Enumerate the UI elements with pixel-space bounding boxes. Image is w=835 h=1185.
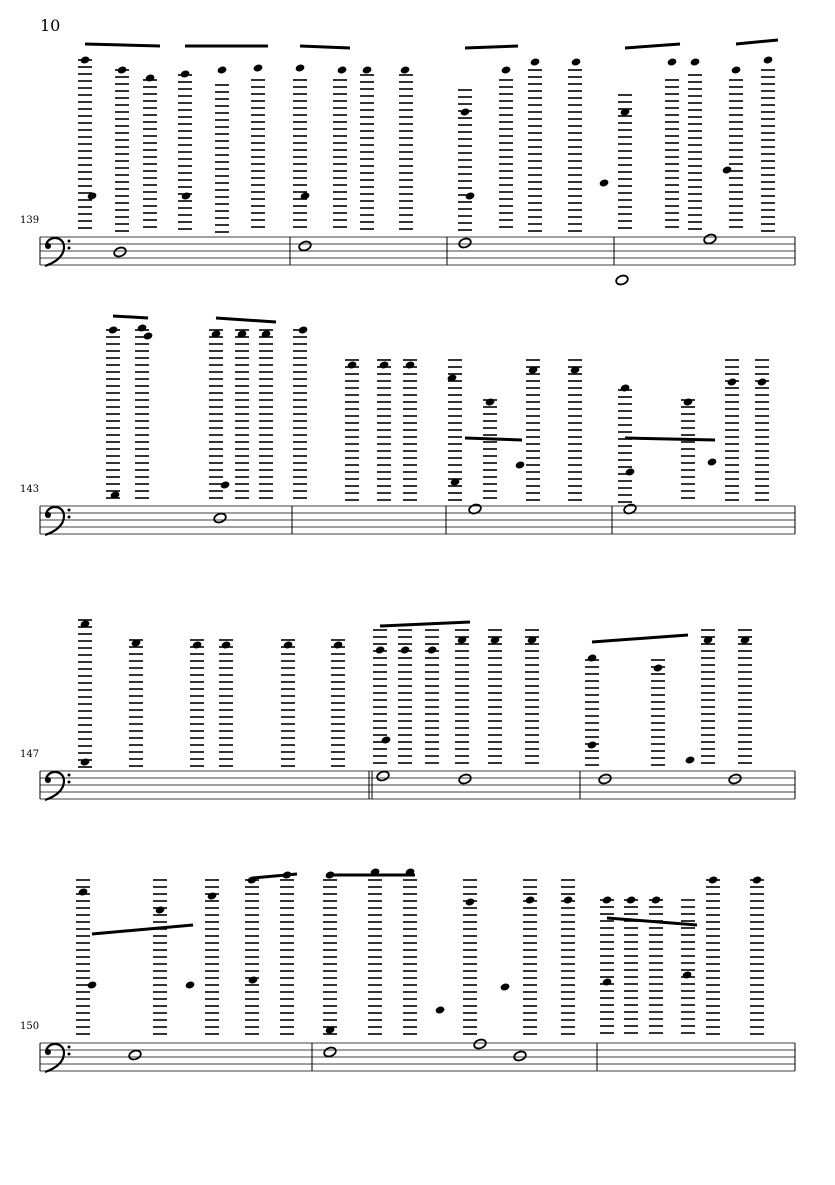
notehead — [145, 73, 156, 82]
notehead — [485, 397, 496, 406]
ledger-column — [618, 390, 632, 502]
notehead — [587, 653, 598, 662]
notehead — [405, 360, 416, 369]
ledger-column — [585, 660, 599, 765]
ledger-column — [78, 620, 92, 767]
notehead — [752, 875, 763, 884]
beam — [736, 40, 778, 44]
notehead — [763, 55, 774, 64]
ledger-column — [280, 880, 294, 1034]
ledger-column — [115, 70, 129, 231]
ledger-column — [600, 900, 614, 1033]
notehead — [181, 191, 192, 200]
notehead — [651, 895, 662, 904]
ledger-column — [688, 75, 702, 229]
notehead — [587, 740, 598, 749]
notehead — [620, 383, 631, 392]
system-4 — [20, 867, 795, 1072]
measure-number: 139 — [20, 215, 40, 226]
ledger-column — [323, 880, 337, 1034]
bass-clef-icon — [45, 1044, 71, 1072]
notehead — [653, 663, 664, 672]
beam — [253, 874, 297, 878]
notehead — [690, 57, 701, 66]
notehead — [460, 107, 471, 116]
ledger-column — [488, 630, 502, 763]
bass-clef-icon — [45, 507, 71, 535]
notehead — [458, 237, 472, 249]
notehead — [217, 65, 228, 74]
notehead — [400, 65, 411, 74]
ledger-column — [403, 360, 417, 500]
ledger-column — [76, 880, 90, 1034]
bass-clef-icon — [45, 772, 71, 800]
ledger-column — [293, 330, 307, 498]
notehead — [253, 63, 264, 72]
ledger-column — [738, 630, 752, 763]
notehead — [221, 640, 232, 649]
notehead — [571, 57, 582, 66]
ledger-column — [251, 80, 265, 227]
measure-number: 143 — [20, 484, 40, 495]
ledger-column — [209, 330, 223, 498]
notehead — [731, 65, 742, 74]
notehead — [362, 65, 373, 74]
measure-number: 150 — [20, 1021, 40, 1032]
ledger-column — [78, 60, 92, 228]
notehead — [685, 755, 696, 764]
notehead — [722, 165, 733, 174]
notehead — [435, 1005, 446, 1014]
ledger-column — [143, 80, 157, 227]
notehead — [682, 970, 693, 979]
notehead — [347, 360, 358, 369]
notehead — [375, 645, 386, 654]
ledger-column — [729, 80, 743, 227]
page-number: 10 — [40, 16, 61, 35]
notehead — [458, 773, 472, 785]
beam — [300, 46, 350, 48]
ledger-column — [665, 80, 679, 227]
notehead — [599, 178, 610, 187]
notehead — [728, 773, 742, 785]
notehead — [333, 640, 344, 649]
notehead — [515, 460, 526, 469]
notehead — [78, 887, 89, 896]
ledger-column — [761, 70, 775, 231]
ledger-column — [129, 640, 143, 766]
ledger-column — [219, 640, 233, 766]
notehead — [192, 640, 203, 649]
notehead — [667, 57, 678, 66]
notehead — [108, 325, 119, 334]
ledger-column — [293, 80, 307, 227]
beam — [113, 316, 148, 318]
notehead — [298, 240, 312, 252]
notehead — [137, 323, 148, 332]
ledger-column — [259, 330, 273, 498]
system-2 — [20, 323, 795, 535]
ledger-column — [245, 880, 259, 1034]
notehead — [513, 1050, 527, 1062]
ledger-column — [360, 75, 374, 229]
ledger-column — [706, 880, 720, 1034]
notehead — [283, 640, 294, 649]
notehead — [155, 905, 166, 914]
system-1 — [20, 55, 795, 286]
notehead — [185, 980, 196, 989]
ledger-column — [403, 880, 417, 1034]
notehead — [757, 377, 768, 386]
ledger-column — [345, 360, 359, 500]
notehead — [87, 980, 98, 989]
ledger-column — [483, 400, 497, 498]
notehead — [465, 191, 476, 200]
notehead — [625, 467, 636, 476]
ledger-column — [651, 660, 665, 765]
ledger-column — [455, 630, 469, 763]
notehead — [598, 773, 612, 785]
notehead — [80, 757, 91, 766]
beam — [465, 46, 518, 48]
ledger-column — [525, 630, 539, 763]
ledger-column — [681, 400, 695, 498]
notehead — [113, 246, 127, 258]
ledger-column — [135, 330, 149, 498]
notehead — [180, 69, 191, 78]
beam — [625, 438, 715, 440]
notehead — [323, 1046, 337, 1058]
ledger-column — [215, 85, 229, 232]
notehead — [220, 480, 231, 489]
beam — [216, 318, 276, 322]
notehead — [683, 397, 694, 406]
bass-clef-icon — [45, 238, 71, 266]
ledger-column — [526, 360, 540, 500]
notehead — [143, 331, 154, 340]
notehead — [337, 65, 348, 74]
notehead — [381, 735, 392, 744]
notehead — [379, 360, 390, 369]
system-3 — [20, 619, 795, 800]
notehead — [500, 982, 511, 991]
ledger-column — [235, 330, 249, 498]
beam — [465, 438, 522, 440]
notehead — [563, 895, 574, 904]
ledger-column — [153, 880, 167, 1034]
notehead — [602, 977, 613, 986]
beam — [625, 44, 680, 48]
notehead — [501, 65, 512, 74]
notehead — [427, 645, 438, 654]
measure-number: 147 — [20, 749, 40, 760]
ledger-column — [368, 880, 382, 1034]
ledger-column — [178, 75, 192, 229]
notehead — [80, 55, 91, 64]
beam — [380, 622, 470, 626]
beam — [92, 925, 193, 934]
notehead — [707, 457, 718, 466]
ledger-column — [281, 640, 295, 766]
notehead — [128, 1049, 142, 1061]
notehead — [530, 57, 541, 66]
notehead — [376, 770, 390, 782]
notehead — [400, 645, 411, 654]
notehead — [626, 895, 637, 904]
ledger-column — [499, 80, 513, 227]
notehead — [703, 233, 717, 245]
notehead — [465, 897, 476, 906]
ledger-column — [399, 75, 413, 229]
ledger-column — [528, 70, 542, 231]
ledger-column — [106, 330, 120, 498]
beam — [85, 44, 160, 46]
ledger-column — [190, 640, 204, 766]
notehead — [295, 63, 306, 72]
ledger-column — [701, 630, 715, 763]
notehead — [248, 975, 259, 984]
ledger-column — [568, 360, 582, 500]
ledger-column — [331, 640, 345, 766]
notehead — [602, 895, 613, 904]
notehead — [708, 875, 719, 884]
ledger-column — [205, 880, 219, 1034]
notehead — [525, 895, 536, 904]
notehead — [213, 512, 227, 524]
notehead — [117, 65, 128, 74]
ledger-column — [568, 70, 582, 231]
ledger-column — [750, 880, 764, 1034]
notehead — [207, 891, 218, 900]
ledger-column — [681, 900, 695, 1033]
notehead — [727, 377, 738, 386]
notehead — [615, 274, 629, 286]
notehead — [473, 1038, 487, 1050]
beam — [592, 635, 688, 642]
ledger-column — [333, 80, 347, 227]
notehead — [298, 325, 309, 334]
ledger-column — [377, 360, 391, 500]
